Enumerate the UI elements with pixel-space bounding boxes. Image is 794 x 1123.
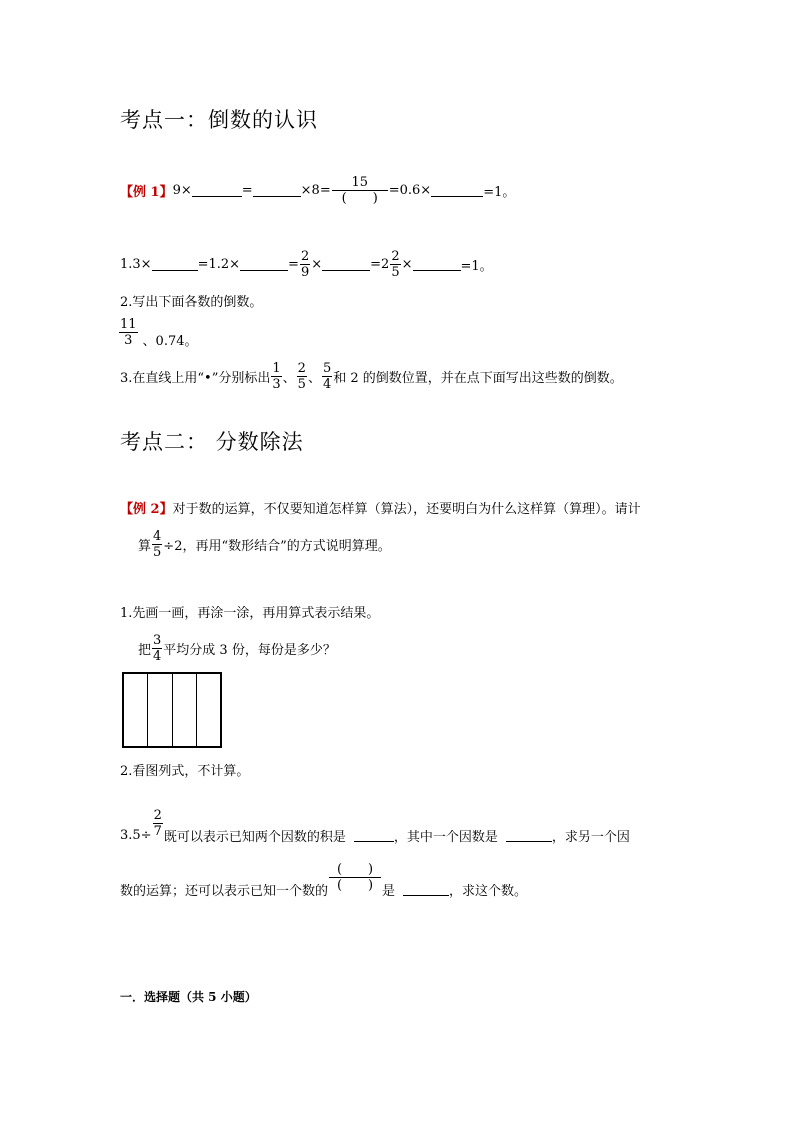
fraction-numerator: 2 [391, 248, 400, 264]
question-text: 和 2 的倒数位置，并在点下面写出这些数的倒数。 [333, 370, 623, 386]
practice-text: 数的运算；还可以表示已知一个数的 [120, 883, 329, 899]
exercise-heading: 一．选择题（共 5 小题） [120, 990, 257, 1004]
example-2-text: 算 [138, 538, 152, 554]
rectangle-part [173, 674, 197, 746]
fraction-denominator: 4 [153, 648, 162, 664]
question-text: =2 [370, 256, 390, 272]
fraction-numerator: 4 [153, 528, 162, 544]
example-1-tag: 【例 1】 [120, 184, 173, 200]
question-1-line [120, 246, 493, 282]
fraction-denominator[interactable]: ( ) [336, 877, 374, 893]
fraction [300, 250, 310, 279]
fraction [153, 809, 163, 838]
fraction [271, 362, 281, 391]
fraction-numerator: 2 [297, 360, 306, 376]
answer-blank[interactable] [506, 828, 552, 842]
practice-1-text: 1.先画一画，再涂一涂，再用算式表示结果。 [120, 606, 380, 621]
answer-blank[interactable] [322, 257, 370, 271]
practice-text: ，求另一个因 [551, 829, 630, 845]
fraction-denominator: 5 [391, 264, 400, 280]
question-text: = [288, 256, 299, 272]
fraction-denominator: 5 [297, 376, 306, 392]
question-text: 、0.74。 [142, 334, 198, 349]
practice-3-line-1 [120, 806, 630, 852]
fraction [152, 634, 162, 663]
fraction [297, 362, 307, 391]
rectangle-part [124, 674, 148, 746]
answer-blank[interactable] [152, 257, 198, 271]
fraction-denominator[interactable]: ( ) [341, 190, 378, 206]
example-1-text: 9× [172, 182, 192, 198]
section-heading-2: 考点二： 分数除法 [120, 430, 304, 454]
fraction-denominator: 4 [322, 376, 332, 392]
fraction-denominator: 3 [124, 333, 133, 348]
practice-text: ，其中一个因数是 [393, 829, 498, 845]
section-heading-1: 考点一：倒数的认识 [120, 108, 318, 132]
fraction-numerator: 5 [322, 360, 332, 376]
practice-text: ，求这个数。 [449, 883, 528, 899]
question-2-values [118, 318, 198, 347]
example-1-text: ×8= [300, 182, 331, 198]
answer-blank[interactable] [403, 882, 449, 896]
fraction-numerator: 2 [300, 248, 310, 264]
fraction-numerator[interactable]: ( ) [336, 861, 374, 877]
fraction [329, 863, 381, 892]
fraction-denominator: 5 [153, 544, 162, 560]
practice-text: 3.5÷ [120, 827, 152, 843]
example-1-text: =1。 [483, 184, 516, 200]
fraction-numerator: 1 [272, 360, 281, 376]
answer-blank[interactable] [413, 257, 461, 271]
practice-2-text: 2.看图列式，不计算。 [120, 764, 250, 779]
fraction-denominator: 3 [272, 376, 281, 392]
question-text: 、 [282, 370, 296, 386]
example-2-text: ÷2，再用“数形结合”的方式说明算理。 [163, 538, 391, 554]
fraction [119, 318, 138, 347]
question-text: 3.在直线上用“•”分别标出 [120, 370, 271, 386]
rectangle-part [148, 674, 172, 746]
fraction-denominator: 9 [300, 264, 310, 280]
answer-blank[interactable] [240, 257, 288, 271]
practice-text: 是 [382, 883, 396, 899]
answer-blank[interactable] [192, 183, 242, 197]
question-text: × [401, 256, 413, 272]
practice-text: 把 [138, 642, 152, 658]
example-1-text: =0.6× [388, 182, 432, 198]
fraction-numerator: 3 [153, 632, 162, 648]
fraction-numerator: 15 [351, 174, 368, 190]
fraction [322, 362, 332, 391]
question-text: =1。 [460, 258, 493, 274]
example-2-line-2 [138, 526, 391, 562]
example-2-tag: 【例 2】 [120, 502, 173, 517]
fraction-numerator: 2 [153, 807, 162, 823]
answer-blank[interactable] [354, 828, 394, 842]
question-2-text: 2.写出下面各数的倒数。 [120, 295, 263, 310]
fraction-numerator: 11 [120, 317, 137, 332]
question-text: 1.3× [120, 256, 152, 272]
practice-1-subline [138, 630, 336, 666]
question-text: =1.2× [197, 256, 241, 272]
fraction [332, 176, 388, 205]
example-2-text: 对于数的运算，不仅要知道怎样算（算法），还要明白为什么这样算（算理）。请计 [172, 502, 641, 517]
rectangle-part [197, 674, 220, 746]
example-2-line-1 [120, 498, 641, 517]
practice-text: 平均分成 3 份，每份是多少？ [163, 642, 336, 658]
example-1-text: = [241, 182, 253, 198]
fraction-denominator: 7 [153, 823, 162, 839]
fraction [390, 250, 400, 279]
divided-rectangle-figure [122, 672, 222, 748]
practice-text: 既可以表示已知两个因数的积是 [163, 829, 346, 845]
question-text: × [311, 256, 323, 272]
question-3-line [120, 358, 623, 394]
answer-blank[interactable] [431, 183, 483, 197]
fraction [152, 530, 162, 559]
answer-blank[interactable] [253, 183, 301, 197]
question-text: 、 [307, 370, 321, 386]
example-1-line [120, 172, 515, 208]
practice-3-line-2 [120, 852, 527, 902]
